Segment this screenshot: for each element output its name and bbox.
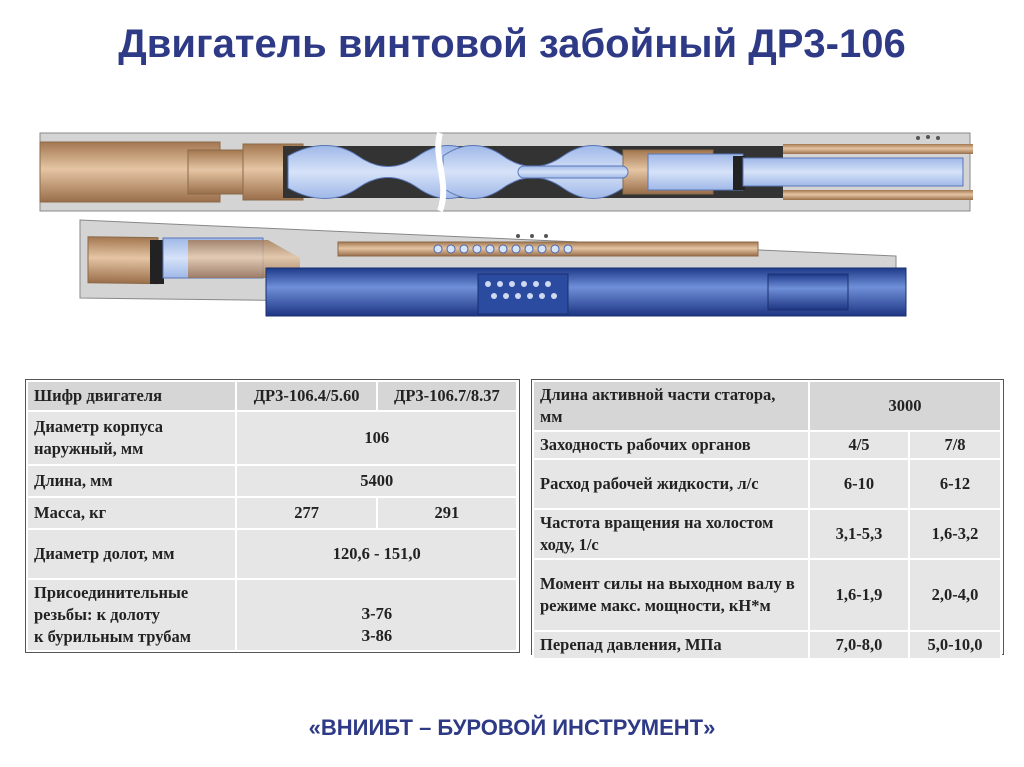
row-label: Масса, кг [27,497,236,529]
table-row [533,381,1001,431]
page-title: Двигатель винтовой забойный ДР3-106 [118,22,906,66]
cell-value: 6-12 [909,459,1001,509]
table-row [27,579,517,651]
table-row [27,411,517,465]
cell-value: 106 [236,411,517,465]
cell-value: 7/8 [909,431,1001,459]
cell-value: ДР3-106.4/5.60 [236,381,376,411]
row-label: Длина активной части статора, мм [533,381,809,431]
cell-value: 7,0-8,0 [809,631,909,659]
cell-value: ДР3-106.7/8.37 [377,381,517,411]
value-line: З-86 [361,626,393,645]
row-label [27,579,236,651]
table-row [27,465,517,497]
table-row [27,529,517,579]
table-row [533,509,1001,559]
table-row [533,431,1001,459]
lower-section [80,220,906,316]
row-label: Длина, мм [27,465,236,497]
cell-value: 4/5 [809,431,909,459]
table-row [27,497,517,529]
table-row [27,381,517,411]
cell-value: 1,6-3,2 [909,509,1001,559]
label-line: резьбы: к долоту [34,605,161,624]
motor-cutaway-drawing [38,128,988,348]
cell-value: 277 [236,497,376,529]
table-row [533,459,1001,509]
cell-value: 3,1-5,3 [809,509,909,559]
cell-value: 120,6 - 151,0 [236,529,517,579]
label-line: к бурильным трубам [34,627,191,646]
table-row [533,631,1001,659]
upper-section [40,133,973,211]
label-line: Присоединительные [34,583,189,602]
right-spec-table [532,380,1002,660]
cell-value: 291 [377,497,517,529]
cell-value: 5,0-10,0 [909,631,1001,659]
footer-company: «ВНИИБТ – БУРОВОЙ ИНСТРУМЕНТ» [308,715,716,740]
cell-value: 5400 [236,465,517,497]
cell-value: 6-10 [809,459,909,509]
cell-value: 2,0-4,0 [909,559,1001,631]
row-label: Перепад давления, МПа [533,631,809,659]
row-label: Заходность рабочих органов [533,431,809,459]
value-line: З-76 [361,604,393,623]
left-spec-table [26,380,518,652]
cell-value: 3000 [809,381,1001,431]
row-label: Диаметр корпуса наружный, мм [27,411,236,465]
table-row [533,559,1001,631]
cell-value [236,579,517,651]
row-label: Частота вращения на холостом ходу, 1/с [533,509,809,559]
row-label: Момент силы на выходном валу в режиме макс. мощности, кН*м [533,559,809,631]
row-label: Расход рабочей жидкости, л/с [533,459,809,509]
row-label: Шифр двигателя [27,381,236,411]
cell-value: 1,6-1,9 [809,559,909,631]
row-label: Диаметр долот, мм [27,529,236,579]
